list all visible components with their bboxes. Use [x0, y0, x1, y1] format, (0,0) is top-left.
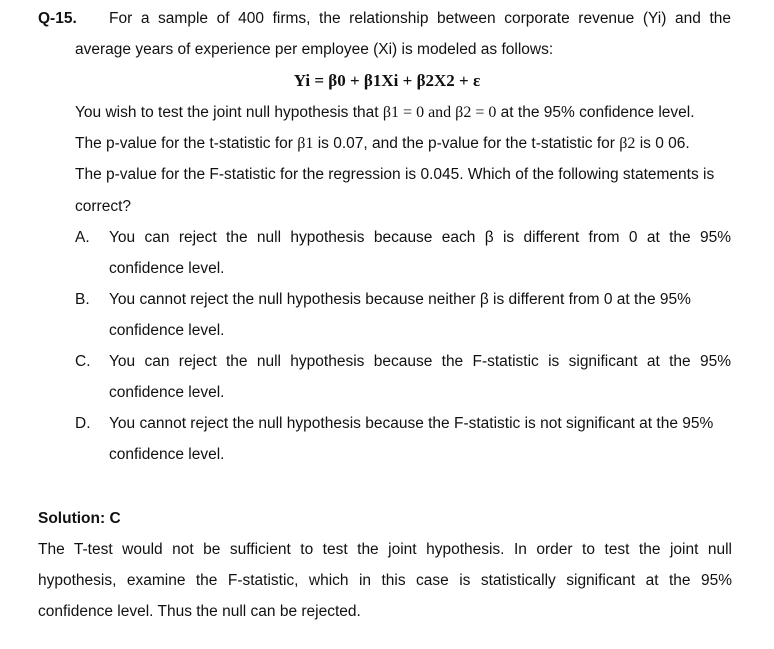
option-b-text-line-2: confidence level. [109, 322, 225, 339]
solution-line-2: hypothesis, examine the F-statistic, which in this case is statistically significant at the 95% [38, 572, 732, 589]
paragraph-text: You wish to test the joint null hypothesis that [75, 104, 379, 121]
paragraph-text: is 0.07, and the p-value for the t-statistic for [317, 135, 615, 152]
option-d-letter: D. [75, 415, 91, 432]
null-hypothesis-math: β1 = 0 and β2 = 0 [382, 104, 497, 121]
solution-line-1: The T-test would not be sufficient to test the joint hypothesis. In order to test the joint null [38, 541, 732, 558]
option-d-text-line-2: confidence level. [109, 446, 225, 463]
beta1-symbol: β1 [297, 135, 314, 152]
beta2-symbol: β2 [619, 135, 636, 152]
question-paragraph-line-1 [75, 103, 695, 123]
option-a-text-line-1: You can reject the null hypothesis because each β is different from 0 at the 95% [109, 229, 731, 246]
question-number: Q-15. [38, 10, 77, 27]
option-b-text-line-1: You cannot reject the null hypothesis because neither β is different from 0 at the 95% [109, 291, 691, 308]
paragraph-text: at the 95% confidence level. [500, 104, 695, 121]
option-c-letter: C. [75, 353, 91, 370]
option-a-text-line-2: confidence level. [109, 260, 225, 277]
option-b-letter: B. [75, 291, 90, 308]
option-c-text-line-2: confidence level. [109, 384, 225, 401]
option-d-text-line-1: You cannot reject the null hypothesis because the F-statistic is not significant at the 95% [109, 415, 714, 432]
question-stem-line-1: For a sample of 400 firms, the relationship between corporate revenue (Yi) and the [109, 10, 731, 27]
solution-line-3: confidence level. Thus the null can be rejected. [38, 603, 361, 620]
question-paragraph-line-2 [75, 134, 690, 154]
option-a-letter: A. [75, 229, 90, 246]
option-c-text-line-1: You can reject the null hypothesis because the F-statistic is significant at the 95% [109, 353, 731, 370]
question-paragraph-line-3: The p-value for the F-statistic for the regression is 0.045. Which of the following statements is [75, 166, 715, 183]
paragraph-text: is 0 06. [639, 135, 690, 152]
question-paragraph-line-4: correct? [75, 198, 131, 215]
question-stem-line-2: average years of experience per employee (Xi) is modeled as follows: [75, 41, 554, 58]
paragraph-text: The p-value for the t-statistic for [75, 135, 293, 152]
solution-heading: Solution: C [38, 510, 121, 527]
model-equation: Yi = β0 + β1Xi + β2X2 + ε [293, 71, 481, 90]
